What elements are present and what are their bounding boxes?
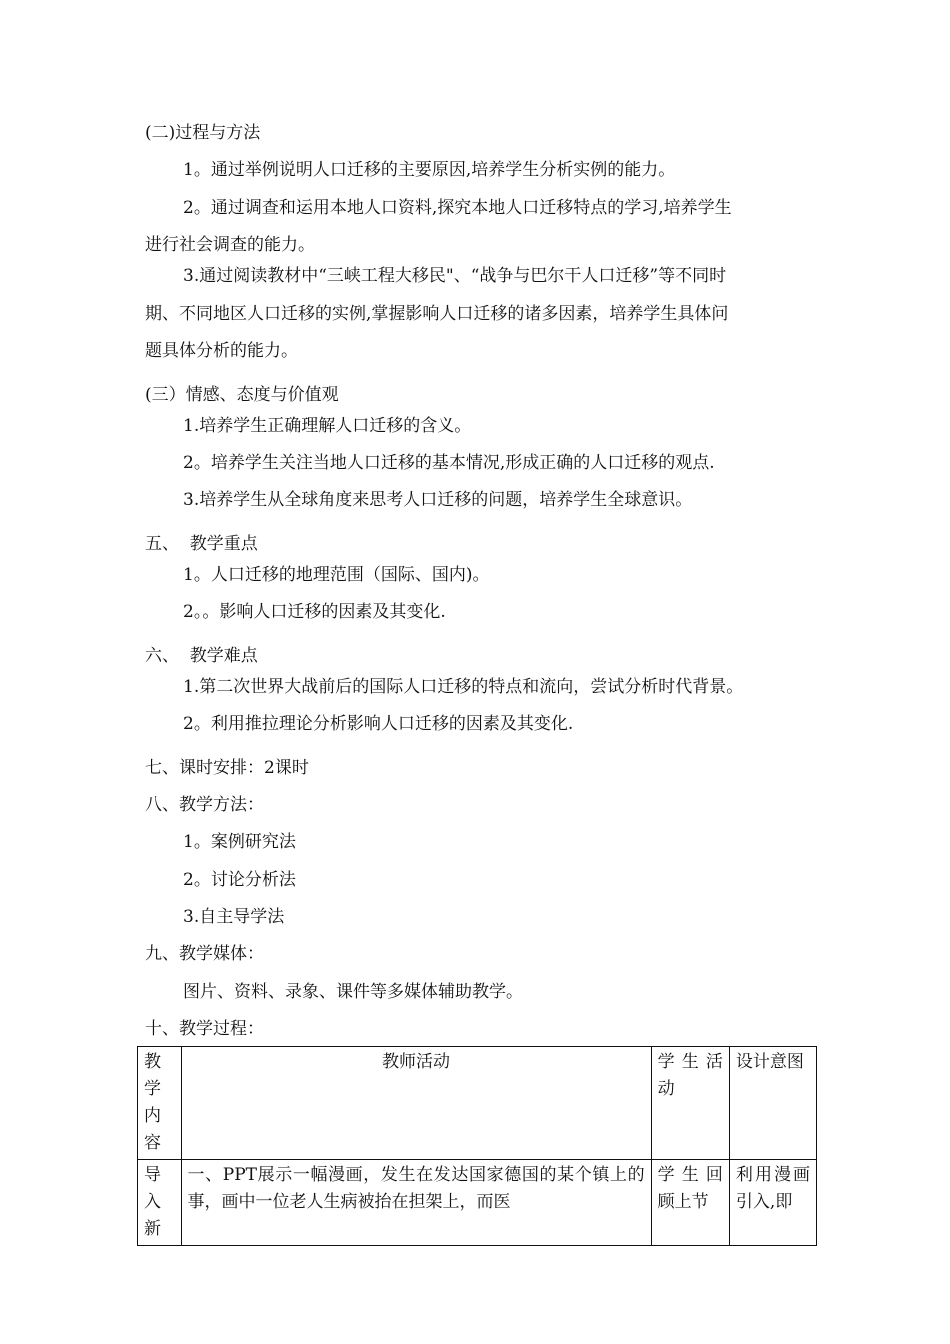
section-heading-process: 十、教学过程： — [145, 1019, 264, 1039]
table-cell: 一、PPT展示一幅漫画，发生在发达国家德国的某个镇上的事，画中一位老人生病被抬在担架上，而医 — [181, 1160, 651, 1246]
list-item: 3.自主导学法 — [183, 907, 285, 927]
section-heading-difficulties: 六、 教学难点 — [145, 646, 258, 666]
list-item: 2。培养学生关注当地人口迁移的基本情况,形成正确的人口迁移的观点. — [183, 453, 715, 473]
list-item: 1.第二次世界大战前后的国际人口迁移的特点和流向，尝试分析时代背景。 — [183, 677, 744, 697]
list-item-continuation: 期、不同地区人口迁移的实例,掌握影响人口迁移的诸多因素，培养学生具体问 — [145, 304, 729, 324]
table-header-row — [138, 1047, 817, 1160]
table-header-cell: 学生活动 — [651, 1047, 729, 1160]
table-row — [138, 1160, 817, 1246]
section-heading-methods: 八、教学方法： — [145, 795, 264, 815]
list-item: 1。案例研究法 — [183, 832, 296, 852]
list-item: 3.通过阅读教材中“三峡工程大移民"、“战争与巴尔干人口迁移”等不同时 — [183, 266, 727, 286]
table-header-cell: 设计意图 — [729, 1047, 816, 1160]
list-item: 2。。影响人口迁移的因素及其变化. — [183, 602, 446, 622]
table-header-cell: 教师活动 — [181, 1047, 651, 1160]
table-cell: 学生回顾上节 — [651, 1160, 729, 1246]
section-heading-schedule: 七、课时安排：2课时 — [145, 758, 309, 778]
list-item-continuation: 进行社会调查的能力。 — [145, 235, 315, 255]
list-item: 2。利用推拉理论分析影响人口迁移的因素及其变化. — [183, 714, 574, 734]
teaching-process-table — [137, 1046, 817, 1246]
table-cell: 导入新 — [138, 1160, 182, 1246]
section-heading-media: 九、教学媒体： — [145, 944, 264, 964]
list-item: 2。通过调查和运用本地人口资料,探究本地人口迁移特点的学习,培养学生 — [183, 198, 732, 218]
section-heading-values: (三）情感、态度与价值观 — [145, 385, 339, 405]
section-heading-key-points: 五、 教学重点 — [145, 534, 258, 554]
list-item-continuation: 题具体分析的能力。 — [145, 341, 298, 361]
section-heading-process-method: (二)过程与方法 — [145, 123, 261, 143]
list-item: 1。人口迁移的地理范围（国际、国内)。 — [183, 565, 490, 585]
list-item: 图片、资料、录象、课件等多媒体辅助教学。 — [183, 982, 523, 1002]
list-item: 2。讨论分析法 — [183, 870, 296, 890]
table-header-cell: 教学内容 — [138, 1047, 182, 1160]
table-cell: 利用漫画引入,即 — [729, 1160, 816, 1246]
list-item: 1.培养学生正确理解人口迁移的含义。 — [183, 416, 472, 436]
list-item: 3.培养学生从全球角度来思考人口迁移的问题，培养学生全球意识。 — [183, 490, 693, 510]
list-item: 1。通过举例说明人口迁移的主要原因,培养学生分析实例的能力。 — [183, 160, 676, 180]
